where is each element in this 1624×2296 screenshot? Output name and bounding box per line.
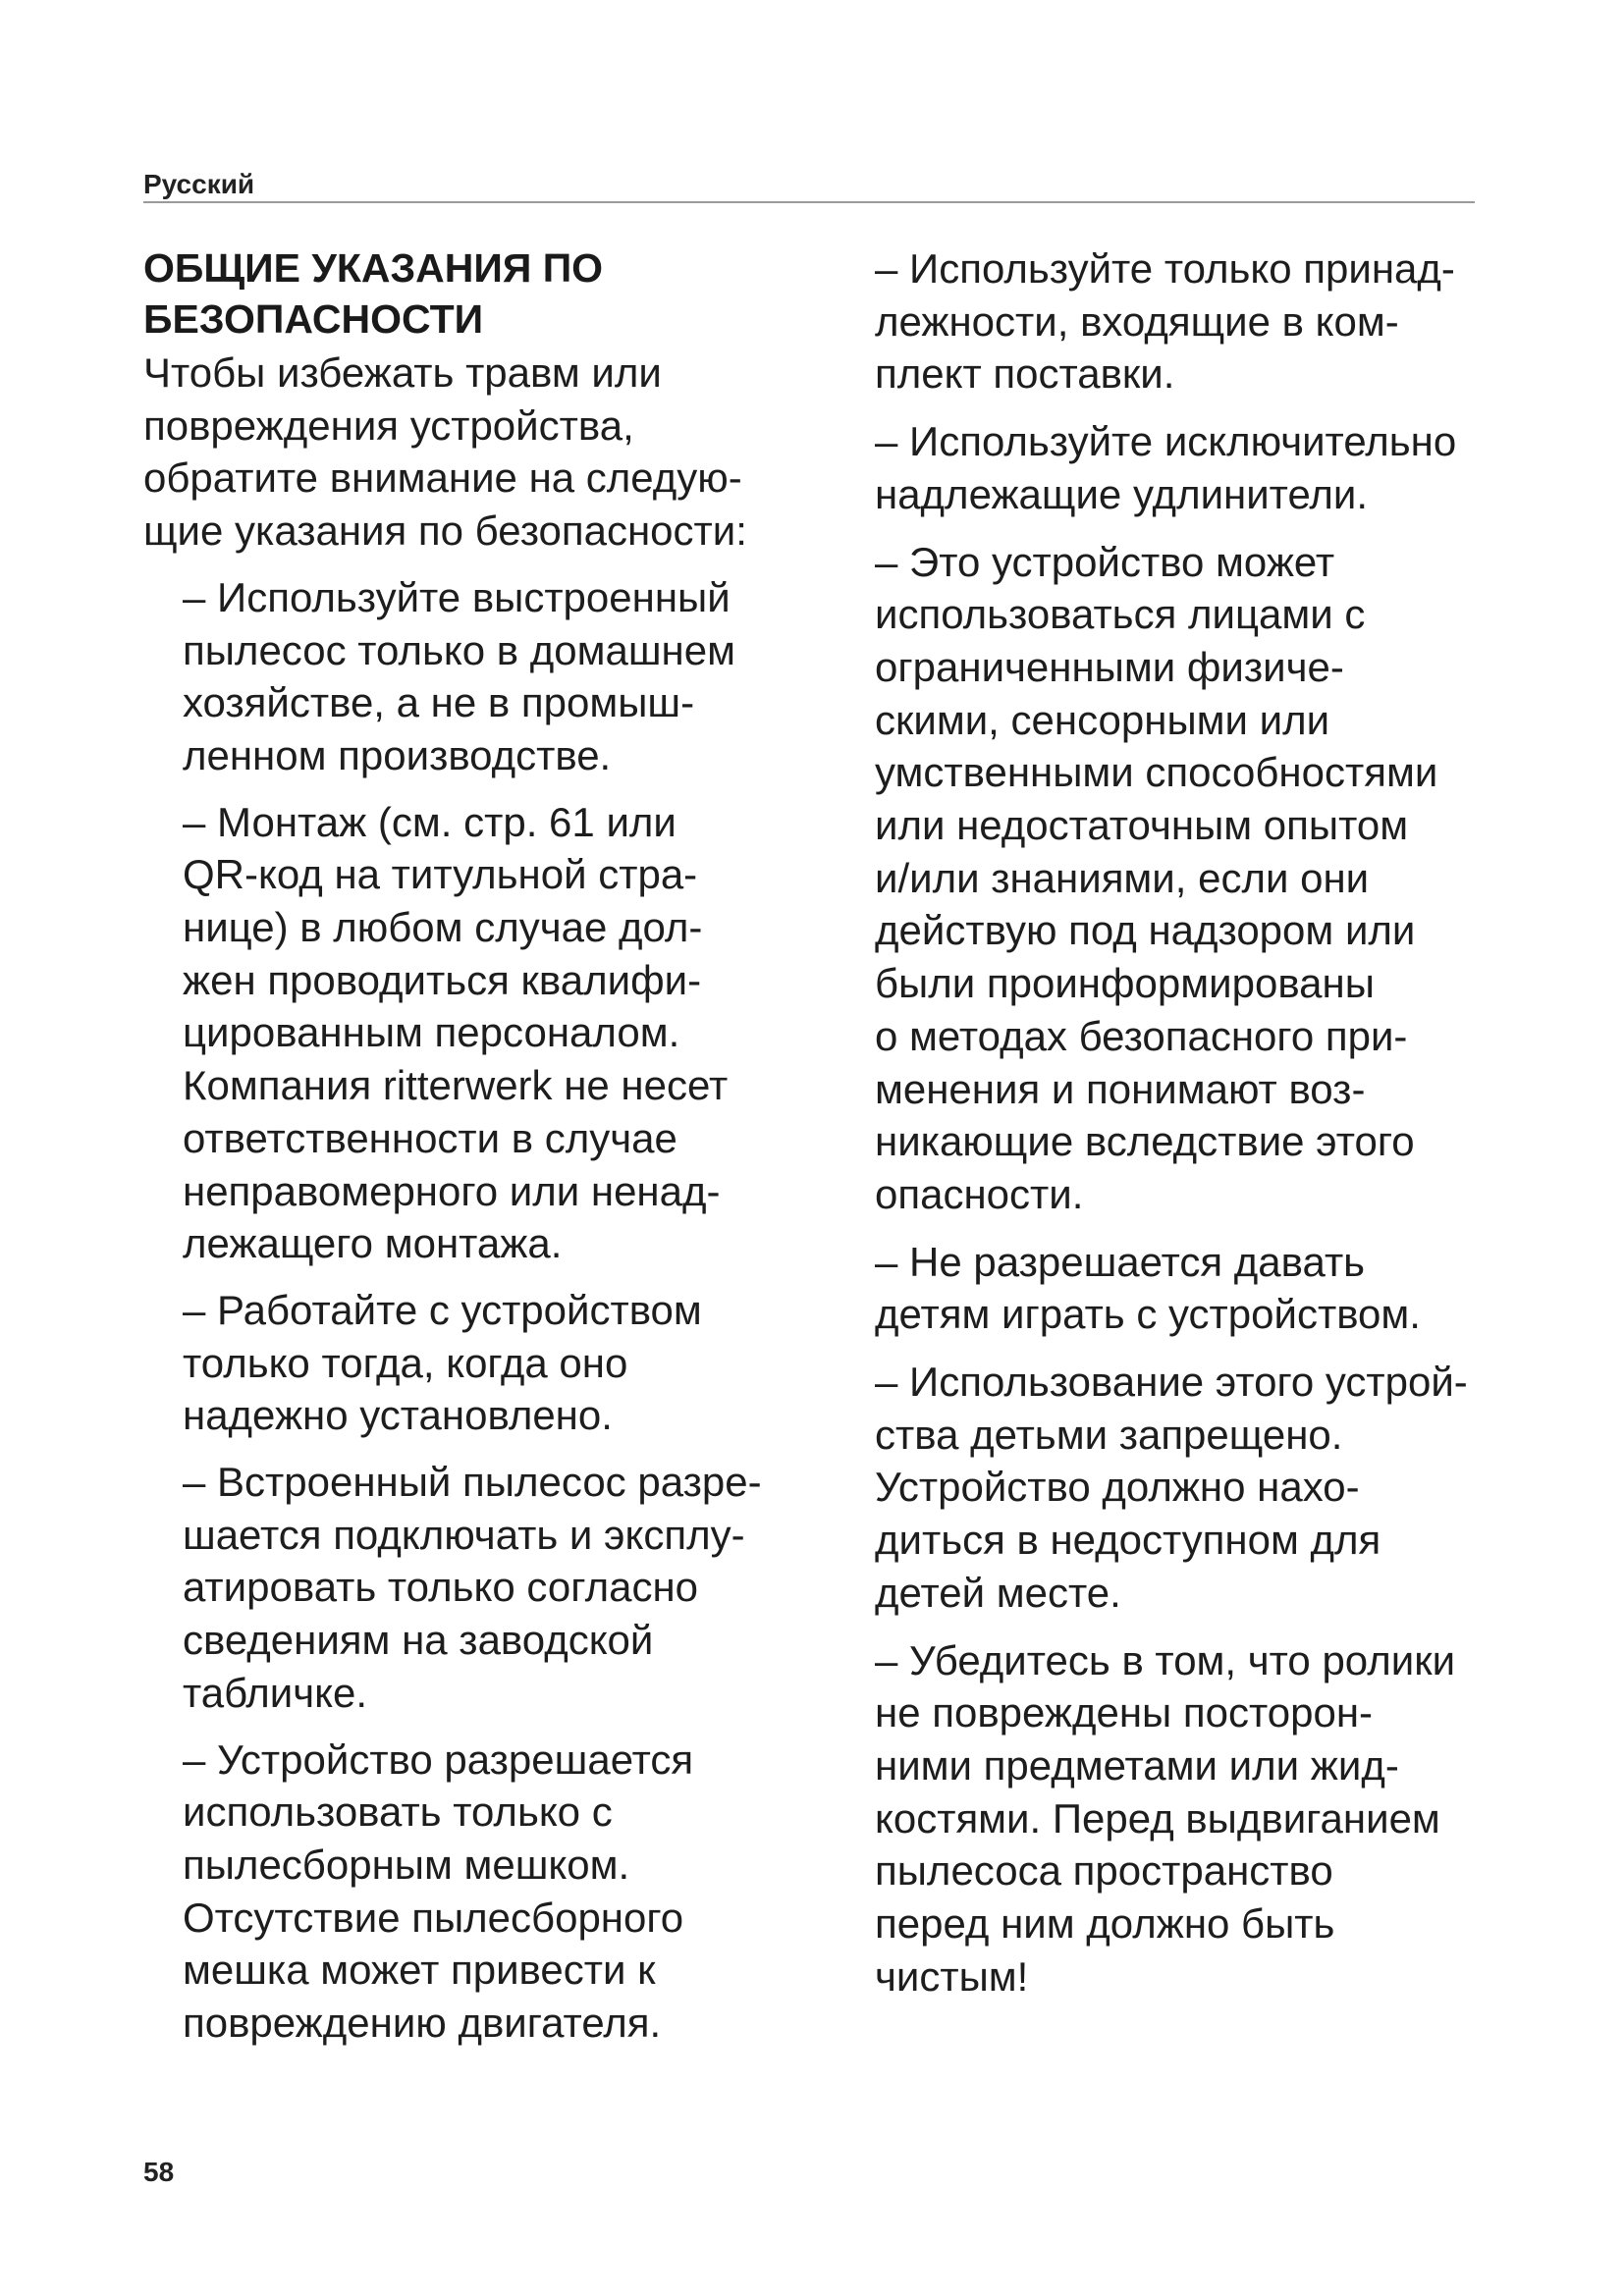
safety-item (875, 415, 1533, 520)
text-line: скими, сенсорными или (875, 696, 1330, 743)
right-column (875, 242, 1533, 2018)
text-line: неправомерного или ненад- (183, 1167, 721, 1214)
text-line: не повреждены посторон- (875, 1689, 1374, 1736)
text-line: детям играть с устройством. (875, 1291, 1421, 1338)
text-line: перед ним должно быть (875, 1900, 1335, 1948)
safety-item (875, 1356, 1533, 1620)
text-line: или недостаточным опытом (875, 802, 1409, 849)
text-line: – Использование этого устрой- (875, 1359, 1468, 1406)
text-line: диться в недоступном для (875, 1517, 1381, 1564)
text-line: жен проводиться квалифи- (183, 956, 702, 1003)
left-safety-list (143, 571, 801, 2050)
text-line: плект поставки. (875, 350, 1175, 398)
text-line: ства детьми запрещено. (875, 1411, 1343, 1458)
text-line: костями. Перед выдвиганием (875, 1794, 1440, 1842)
left-column (143, 242, 801, 2063)
right-safety-list (875, 242, 1533, 2003)
text-line: умственными способностями (875, 749, 1438, 796)
safety-item (183, 796, 801, 1270)
safety-item (875, 1634, 1533, 2003)
text-line: Чтобы избежать травм или (143, 349, 662, 396)
safety-item (183, 1456, 801, 1720)
text-line: и/или знаниями, если они (875, 854, 1370, 901)
text-line: пылесоса пространство (875, 1847, 1333, 1895)
text-line: надлежащие удлинители. (875, 470, 1369, 517)
text-line: использовать только с (183, 1789, 613, 1836)
header-divider (143, 201, 1475, 203)
text-line: надежно установлено. (183, 1392, 613, 1439)
text-line: – Встроенный пылесос разре- (183, 1459, 762, 1506)
text-line: пылесборным мешком. (183, 1841, 630, 1888)
text-line: – Не разрешается давать (875, 1238, 1366, 1285)
text-line: ленном производстве. (183, 731, 612, 778)
text-line: повреждения устройства, (143, 401, 634, 449)
safety-item (183, 1734, 801, 2050)
title-line: ОБЩИЕ УКАЗАНИЯ ПО (143, 245, 604, 291)
text-line: – Устройство разрешается (183, 1735, 694, 1783)
safety-item (183, 571, 801, 782)
safety-item (183, 1284, 801, 1442)
title-line: БЕЗОПАСНОСТИ (143, 296, 484, 342)
page-number: 58 (143, 2157, 175, 2187)
text-line: только тогда, когда оно (183, 1339, 628, 1386)
text-line: о методах безопасного при- (875, 1012, 1408, 1059)
text-line: хозяйстве, а не в промыш- (183, 679, 695, 726)
text-line: Компания ritterwerk не несет (183, 1062, 729, 1109)
text-line: Устройство должно нахо- (875, 1464, 1360, 1511)
text-line: – Убедитесь в том, что ролики (875, 1636, 1456, 1683)
text-line: действую под надзором или (875, 907, 1416, 954)
text-line: ними предметами или жид- (875, 1741, 1399, 1789)
text-line: – Используйте исключительно (875, 418, 1457, 465)
text-line: – Это устройство может (875, 538, 1335, 585)
text-line: чистым! (875, 1952, 1029, 2000)
text-line: лежности, входящие в ком- (875, 297, 1399, 345)
text-line: QR-код на титульной стра- (183, 851, 698, 898)
safety-item (875, 242, 1533, 400)
text-line: щие указания по безопасности: (143, 507, 747, 555)
text-line: – Монтаж (см. стр. 61 или (183, 798, 677, 845)
text-line: детей месте. (875, 1569, 1121, 1616)
text-line: нице) в любом случае дол- (183, 904, 703, 951)
text-line: – Работайте с устройством (183, 1286, 702, 1333)
text-line: ограниченными физиче- (875, 643, 1344, 690)
text-line: – Используйте выстроенный (183, 573, 731, 620)
text-line: пылесос только в домашнем (183, 626, 735, 673)
text-line: шается подключать и эксплу- (183, 1511, 745, 1558)
text-line: использоваться лицами с (875, 591, 1366, 638)
language-label: Русский (143, 169, 255, 199)
text-line: ответственности в случае (183, 1114, 677, 1161)
text-line: лежащего монтажа. (183, 1220, 563, 1267)
text-line: повреждению двигателя. (183, 2000, 662, 2047)
text-line: опасности. (875, 1170, 1084, 1217)
section-title (143, 242, 801, 345)
text-line: табличке. (183, 1669, 368, 1716)
intro-paragraph (143, 347, 801, 558)
safety-item (875, 536, 1533, 1221)
safety-item (875, 1236, 1533, 1341)
text-line: Отсутствие пылесборного (183, 1894, 684, 1941)
text-line: атировать только согласно (183, 1564, 699, 1611)
text-line: – Используйте только принад- (875, 245, 1455, 292)
text-line: были проинформированы (875, 960, 1375, 1007)
text-line: никающие вследствие этого (875, 1118, 1415, 1165)
text-line: обратите внимание на следую- (143, 454, 742, 502)
text-line: сведениям на заводской (183, 1617, 654, 1664)
text-line: мешка может привести к (183, 1947, 656, 1994)
text-line: цированным персоналом. (183, 1009, 680, 1056)
text-line: менения и понимают воз- (875, 1065, 1366, 1112)
